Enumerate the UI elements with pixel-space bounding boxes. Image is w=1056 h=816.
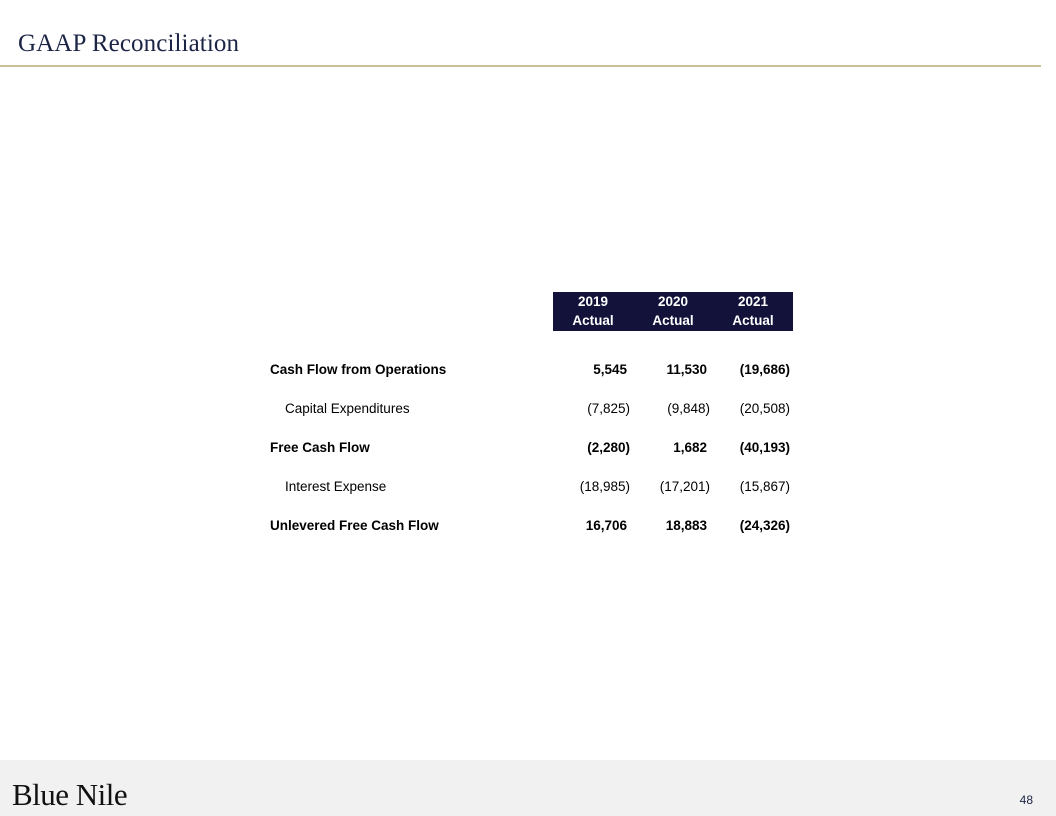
cell-value: (7,825) bbox=[587, 401, 630, 416]
table-header-row-years bbox=[262, 292, 793, 311]
cell-value: (40,193) bbox=[739, 440, 790, 455]
spacer-row bbox=[262, 331, 793, 350]
column-header-type: Actual bbox=[553, 311, 633, 331]
cell-value: 5,545 bbox=[593, 362, 627, 377]
cell-value: (20,508) bbox=[739, 401, 790, 416]
table-row bbox=[262, 389, 793, 428]
column-header-type: Actual bbox=[633, 311, 713, 331]
page-title: GAAP Reconciliation bbox=[18, 30, 240, 57]
column-header-type: Actual bbox=[713, 311, 793, 331]
row-label: Capital Expenditures bbox=[285, 401, 410, 416]
cell-value: 11,530 bbox=[666, 362, 707, 377]
cell-value: 16,706 bbox=[585, 518, 627, 533]
cell-value: (2,280) bbox=[587, 440, 630, 455]
row-label: Interest Expense bbox=[285, 479, 387, 494]
header-spacer bbox=[262, 311, 553, 331]
cell-value: (17,201) bbox=[659, 479, 710, 494]
cell-value: 18,883 bbox=[665, 518, 707, 533]
blue-nile-logo: Blue Nile bbox=[12, 777, 128, 812]
footer-bar bbox=[0, 760, 1056, 816]
row-label: Free Cash Flow bbox=[270, 440, 370, 455]
gaap-reconciliation-table bbox=[262, 292, 793, 545]
header-spacer bbox=[262, 292, 553, 311]
page-number: 48 bbox=[1019, 793, 1033, 807]
column-header-year: 2021 bbox=[713, 292, 793, 311]
cell-value: (19,686) bbox=[739, 362, 790, 377]
column-header-year: 2020 bbox=[633, 292, 713, 311]
column-header-year: 2019 bbox=[553, 292, 633, 311]
row-label: Unlevered Free Cash Flow bbox=[270, 518, 439, 533]
cell-value: (9,848) bbox=[667, 401, 710, 416]
row-label: Cash Flow from Operations bbox=[270, 362, 447, 377]
table-row bbox=[262, 350, 793, 389]
table-header-row-type bbox=[262, 311, 793, 331]
table-row bbox=[262, 467, 793, 506]
cell-value: (24,326) bbox=[739, 518, 790, 533]
cell-value: 1,682 bbox=[673, 440, 707, 455]
table-row bbox=[262, 428, 793, 467]
cell-value: (15,867) bbox=[739, 479, 790, 494]
title-divider bbox=[0, 65, 1041, 67]
cell-value: (18,985) bbox=[579, 479, 630, 494]
table-row bbox=[262, 506, 793, 545]
